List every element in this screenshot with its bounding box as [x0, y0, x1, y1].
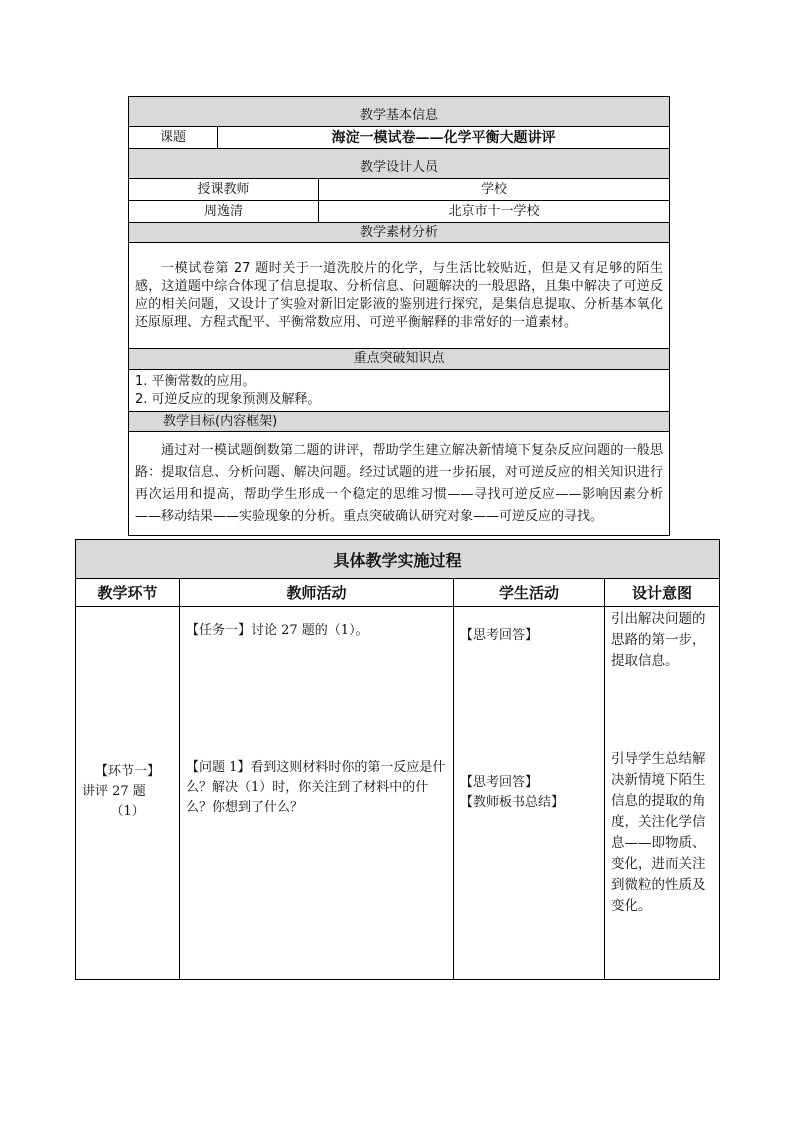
stage-label: 【环节一】	[94, 764, 160, 779]
topic-label: 课题	[129, 127, 218, 149]
teacher-board-summary: 【教师板书总结】	[460, 795, 565, 810]
section-keypoints: 重点突破知识点	[129, 349, 670, 370]
stage-subpart: （1）	[110, 804, 145, 819]
school-name: 北京市十一学校	[319, 201, 670, 223]
goals-text: 通过对一模试题倒数第二题的讲评，帮助学生建立解决新情境下复杂反应问题的一般思路：提取信息、分析问题、解决问题。经过试题的进一步拓展，对可逆反应的相关知识进行再次运用和提高，帮助学生形成一个稳定的思维习惯——寻找可逆反应——影响因素分析——移动结果——实验现象的分析。重点突破确认研究对象——可逆反应的寻找。	[129, 432, 670, 536]
teacher-name: 周逸清	[129, 201, 319, 223]
topic-value: 海淀一模试卷——化学平衡大题讲评	[218, 127, 670, 149]
stage-cell	[76, 607, 180, 980]
teacher-question-1: 【问题 1】看到这则材料时你的第一反应是什么？解决（1）时，你关注到了材料中的什么？你想到了什么？	[186, 760, 446, 815]
stage-title: 讲评 27 题	[82, 784, 146, 799]
student-response-2: 【思考回答】	[460, 775, 539, 790]
keypoint-item: 2. 可逆反应的现象预测及解释。	[135, 391, 321, 407]
intent-2: 引导学生总结解决新情境下陌生信息的提取的角度，关注化学信息——即物质、变化，进而关注到微粒的性质及变化。	[611, 751, 706, 914]
header-stage: 教学环节	[76, 579, 180, 607]
keypoints-list	[129, 370, 670, 412]
student-response-1: 【思考回答】	[460, 628, 539, 643]
teaching-process-table	[75, 539, 720, 980]
teaching-info-table	[128, 96, 670, 536]
col-school: 学校	[319, 179, 670, 201]
intent-1: 引出解决问题的思路的第一步，提取信息。	[611, 611, 706, 669]
header-teacher-activity: 教师活动	[180, 579, 454, 607]
header-design-intent: 设计意图	[605, 579, 720, 607]
teacher-task-1: 【任务一】讨论 27 题的（1）。	[186, 623, 369, 638]
material-analysis-text: 一模试卷第 27 题时关于一道洗胶片的化学，与生活比较贴近，但是又有足够的陌生感，这道题中综合体现了信息提取、分析信息、问题解决的一般思路，且集中解决了可逆反应的相关问题，又设计了实验对新旧定影液的鉴别进行探究，是集信息提取、分析基本氧化还原原理、方程式配平、平衡常数应用、可逆平衡解释的非常好的一道素材。	[129, 243, 670, 349]
keypoint-item: 1. 平衡常数的应用。	[135, 373, 256, 389]
section-designers: 教学设计人员	[129, 149, 670, 179]
design-intent-cell	[605, 607, 720, 980]
process-title: 具体教学实施过程	[76, 540, 720, 579]
section-goals: 教学目标(内容框架)	[129, 412, 670, 432]
header-student-activity: 学生活动	[454, 579, 605, 607]
teacher-activity-cell	[180, 607, 454, 980]
section-material: 教学素材分析	[129, 223, 670, 243]
student-activity-cell	[454, 607, 605, 980]
col-teacher: 授课教师	[129, 179, 319, 201]
section-basic-info: 教学基本信息	[129, 97, 670, 127]
